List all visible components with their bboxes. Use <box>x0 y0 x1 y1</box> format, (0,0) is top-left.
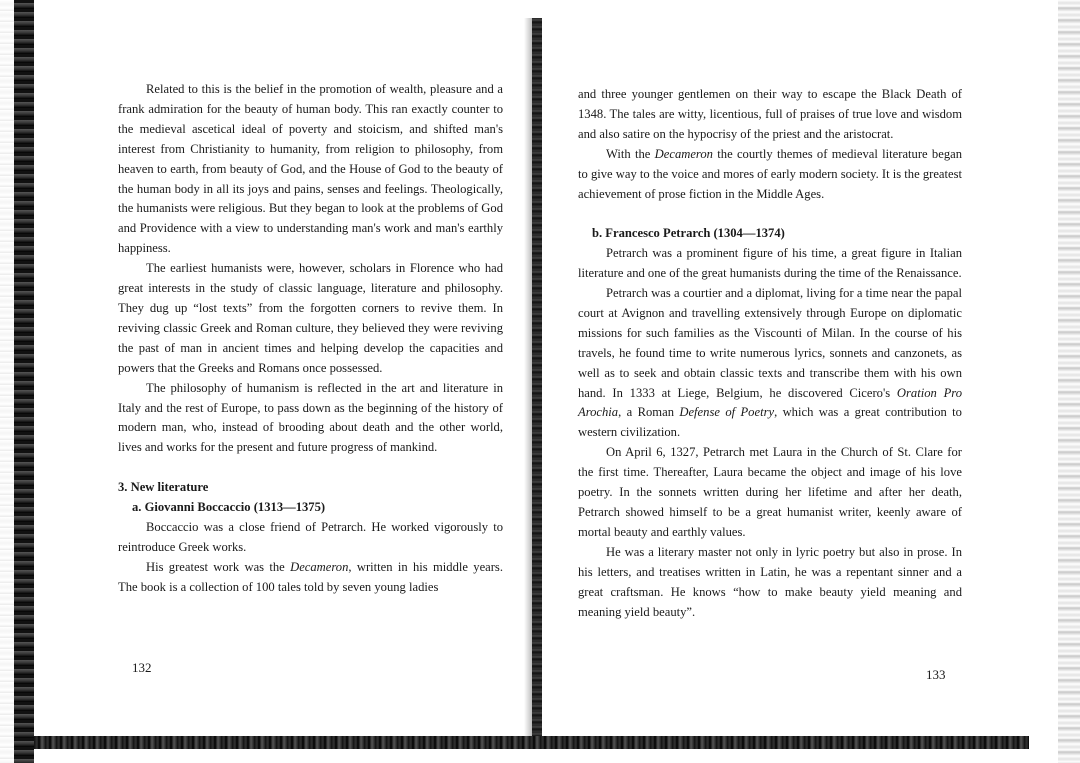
page-number-left: 132 <box>132 660 152 675</box>
right-paragraph-1: and three younger gentlemen on their way to escape the Black Death of 1348. The tales are witty, licentious, full of praises of true love and wisdom and also satire on the hypocrisy of the priest and the aristocrat. <box>578 87 962 141</box>
right-paragraph-4 <box>578 284 962 443</box>
book-title-decameron: Decameron <box>290 559 349 574</box>
left-paragraph-1: Related to this is the belief in the promotion of wealth, pleasure and a frank admiration for the beauty of human body. This ran exactly counter to the medieval ascetical ideal of poverty and stoicism, and shifted man's interest from Christianity to humanity, from religion to philosophy, from heaven to earth, from beauty of God, and the House of God to the beauty of the human body in all its joys and pains, senses and feelings. Theologically, the humanists were religious. But they began to look at the problems of God and Providence with a view to understanding man's work and man's earthly happiness. <box>118 82 503 256</box>
book-title-decameron: Decameron <box>654 146 713 161</box>
left-paragraph-4: Boccaccio was a close friend of Petrarch. He worked vigorously to reintroduce Greek works. <box>118 519 503 554</box>
right-paragraph-3: Petrarch was a prominent figure of his time, a great figure in Italian literature and one of the great humanists during the time of the Renaissance. <box>578 246 962 281</box>
scan-shadow-left <box>0 0 14 763</box>
text-run: , which was a great contribution to western civilization. <box>578 405 962 440</box>
left-paragraph-5 <box>118 558 503 598</box>
book-gutter <box>532 18 542 748</box>
subsection-heading-petrarch: b. Francesco Petrarch (1304—1374) <box>592 226 785 241</box>
page-number-right: 133 <box>926 667 946 682</box>
text-run: , a Roman <box>618 405 680 420</box>
right-paragraph-5: On April 6, 1327, Petrarch met Laura in the Church of St. Clare for the first time. Thereafter, Laura became the object and image of his love poetry. In the sonnets written during her lifetime and after her death, Petrarch showed himself to be a great humanist writer, keenly aware of mortal beauty and earthly values. <box>578 445 962 539</box>
scan-edge-left <box>14 0 34 763</box>
book-title-oration: Oration Pro Arochia <box>578 385 962 420</box>
left-paragraph-2: The earliest humanists were, however, scholars in Florence who had great interests in the study of classic language, literature and philosophy. They dug up “lost texts” from the forgotten corners to revive them. In reviving classic Greek and Roman culture, they believed they were reviving the past of man in ancient times and helping develop the capacities and powers that the Greeks and Romans once possessed. <box>118 261 503 375</box>
right-paragraph-6: He was a literary master not only in lyric poetry but also in prose. In his letters, and treatises written in Latin, he was a repentant sinner and a great craftsman. He knows “how to make beauty yield meaning and meaning yield beauty”. <box>578 544 962 619</box>
gutter-shadow <box>524 18 532 748</box>
scan-edge-right <box>1058 0 1080 763</box>
text-run: His greatest work was the <box>146 559 291 574</box>
text-run: the courtly themes of medieval literature began to give way to the voice and mores of early modern society. It is the greatest achievement of prose fiction in the Middle Ages. <box>578 146 962 201</box>
text-run: Petrarch was a courtier and a diplomat, living for a time near the papal court at Avignon and travelling extensively through Europe on diplomatic missions for such families as the Viscounti of Milan. In the course of his travels, he found time to write numerous lyrics, sonnets and canzonets, as well as to seek and obtain classic texts and transcribe them with his own hand. In 1333 at Liege, Belgium, he discovered Cicero's <box>578 286 962 400</box>
text-run: , written in his middle years. The book is a collection of 100 tales told by seven young ladies <box>118 559 503 594</box>
scan-edge-bottom <box>34 736 1029 749</box>
left-paragraph-3: The philosophy of humanism is reflected in the art and literature in Italy and the rest of Europe, to pass down as the beginning of the history of modern man, who, instead of brooding about death and the other world, lives and works for the present and future progress of mankind. <box>118 380 503 455</box>
text-run: With the <box>606 146 655 161</box>
subsection-heading-boccaccio: a. Giovanni Boccaccio (1313—1375) <box>132 500 326 515</box>
right-paragraph-2 <box>578 145 962 205</box>
book-title-defense-of-poetry: Defense of Poetry <box>679 405 775 420</box>
left-page <box>118 80 503 598</box>
right-page <box>578 85 962 622</box>
section-heading-new-literature: 3. New literature <box>118 480 209 495</box>
